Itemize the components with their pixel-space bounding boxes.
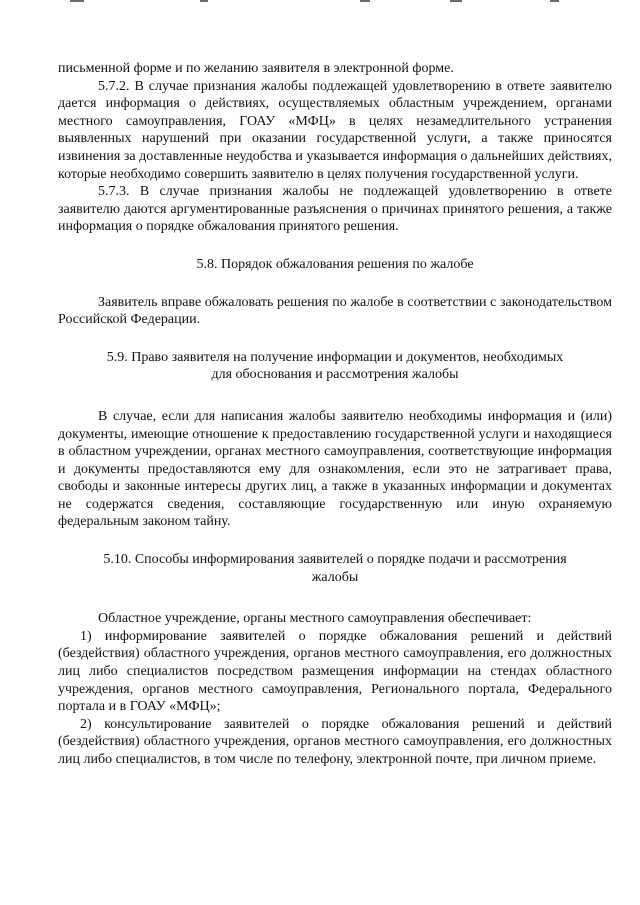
document-page [58,60,612,769]
paragraph-5-9: В случае, если для написания жалобы заявителю необходимы информация и (или) документы, имеющие отношение к предоставлению государственной услуги и находящиеся в областном учреждении, органах местного самоуправления, соответствующие информация и документы предоставляются ему для ознакомления, если это не затрагивает права, свободы и законные интересы других лиц, а также в указанных информации и документах не содержатся сведения, составляющие государственную или иную охраняемую федеральным законом тайну. [58,408,612,530]
heading-5-9-line2: для обоснования и рассмотрения жалобы [211,367,459,383]
paragraph-5-7-2: 5.7.2. В случае признания жалобы подлежащей удовлетворению в ответе заявителю дается информация о действиях, осуществляемых областным учреждением, органами местного самоуправления, ГОАУ «МФЦ» в целях незамедлительного устранения выявленных нарушений при оказании государственной услуги, а также приносятся извинения за доставленные неудобства и указывается информация о дальнейших действиях, которые необходимо совершить заявителю в целях получения государственной услуги. [58,78,612,182]
paragraph-5-10-intro: Областное учреждение, органы местного самоуправления обеспечивает: [98,611,532,627]
scan-top-edge-artifacts [30,0,640,10]
list-item-1: 1) информирование заявителей о порядке обжалования решений и действий (бездействия) областного учреждения, органов местного самоуправления, его должностных лиц либо специалистов посредством размещения информации на стендах областного учреждения, органов местного самоуправления, Регионального портала, Федерального портала и в ГОАУ «МФЦ»; [58,628,612,715]
heading-5-10-line2: жалобы [311,569,359,585]
list-item-2: 2) консультирование заявителей о порядке обжалования решений и действий (бездействия) областного учреждения, органов местного самоуправления, его должностных лиц либо специалистов, в том числе по телефону, электронной почте, при личном приеме. [58,716,612,767]
paragraph-5-8: Заявитель вправе обжаловать решения по жалобе в соответствии с законодательством Российской Федерации. [58,294,612,328]
heading-5-10 [58,551,612,586]
heading-5-9 [58,349,612,384]
heading-5-8: 5.8. Порядок обжалования решения по жалобе [196,256,474,272]
paragraph-continuation: письменной форме и по желанию заявителя в электронной форме. [58,61,454,76]
heading-5-10-line1: 5.10. Способы информирования заявителей о порядке подачи и рассмотрения [103,552,567,568]
heading-5-9-line1: 5.9. Право заявителя на получение информации и документов, необходимых [106,349,564,365]
paragraph-5-7-3: 5.7.3. В случае признания жалобы не подлежащей удовлетворению в ответе заявителю даются аргументированные разъяснения о причинах принятого решения, а также информация о порядке обжалования принятого решения. [58,184,612,235]
